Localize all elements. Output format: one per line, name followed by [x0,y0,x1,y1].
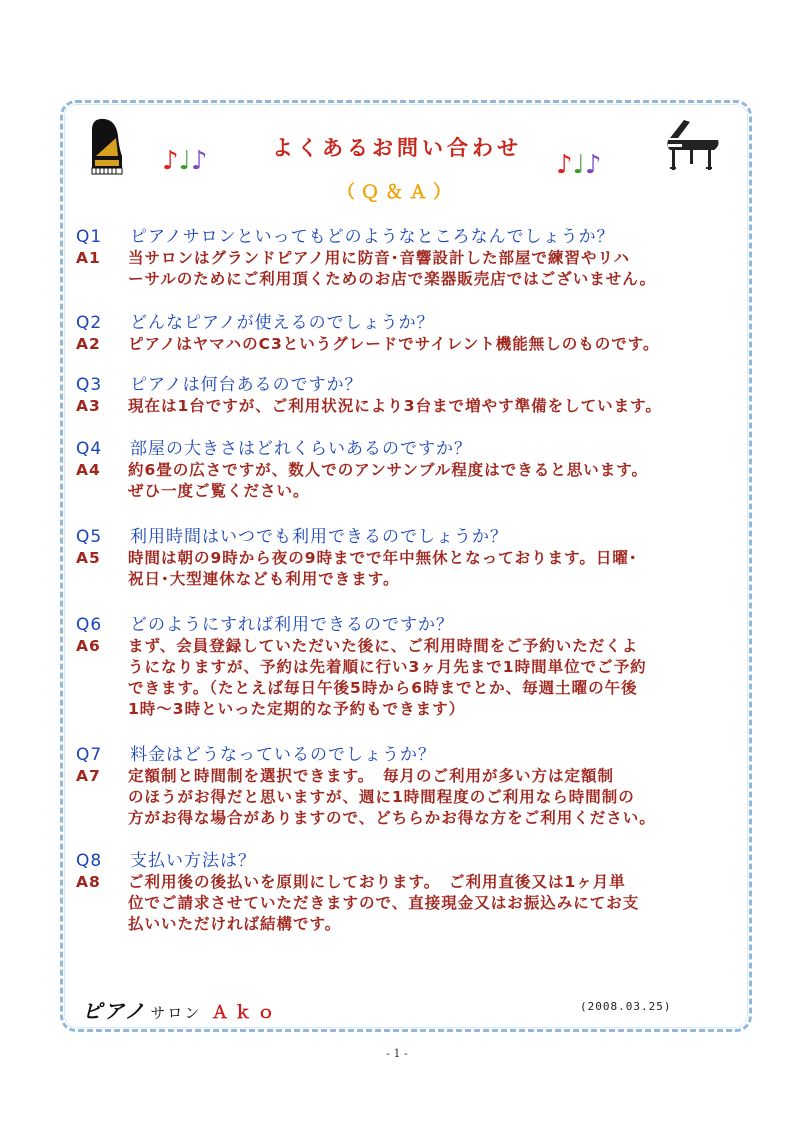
answer-line: 定額制と時間制を選択できます。 毎月のご利用が多い方は定額制 [128,767,615,785]
answer-line: まず、会員登録していただいた後に、ご利用時間をご予約いただくよ [128,637,639,655]
question-label: Q6 [76,615,103,635]
answer-line: 方がお得な場合がありますので、どちらかお得な方をご利用ください。 [128,809,656,827]
answer-7 [76,766,754,829]
music-note-icon: ♪ [162,146,179,176]
answer-line: 現在は1台ですが、ご利用状況により3台まで増やす準備をしています。 [128,397,662,415]
footer-brand [82,995,280,1024]
question-5 [76,526,754,548]
question-text: ピアノサロンといってもどのようなところなんでしょうか？ [130,227,615,247]
question-text: 料金はどうなっているのでしょうか？ [130,745,436,765]
question-6 [76,614,754,636]
answer-line: 約6畳の広さですが、数人でのアンサンブル程度はできると思います。 [128,461,649,479]
answer-line: のほうがお得だと思いますが、週に1時間程度のご利用なら時間制の [128,788,635,806]
answer-line: できます。（たとえば毎日午後5時から6時までとか、毎週土曜の午後 [128,679,638,697]
answer-3 [76,396,754,417]
music-note-icon: ♩ [572,150,585,180]
question-label: Q7 [76,745,103,765]
page-title: よくあるお問い合わせ [272,136,522,160]
answer-line: ぜひ一度ご覧ください。 [128,482,310,500]
answer-line: 時間は朝の9時から夜の9時までで年中無休となっております。日曜･ [128,549,638,567]
question-text: ピアノは何台あるのですか？ [130,375,363,395]
answer-line: 祝日･大型連休なども利用できます。 [128,570,400,588]
page-subtitle: （Ｑ＆Ａ） [337,182,457,203]
qa-item-8 [76,850,754,935]
question-3 [76,374,754,396]
answer-2 [76,334,754,355]
question-label: Q1 [76,227,103,247]
question-1 [76,226,754,248]
question-4 [76,438,754,460]
brand-name: Ａｋｏ [211,1003,281,1023]
qa-item-3 [76,374,754,417]
question-text: 利用時間はいつでも利用できるのでしょうか？ [130,527,508,547]
answer-line: うになりますが、予約は先着順に行い3ヶ月先まで1時間単位でご予約 [128,658,647,676]
qa-item-2 [76,312,754,355]
answer-5 [76,548,754,590]
answer-line: ご利用後の後払いを原則にしております。 ご利用直後又は1ヶ月単 [128,873,626,891]
answer-label: A7 [76,767,101,785]
answer-4 [76,460,754,502]
question-label: Q2 [76,313,103,333]
answer-label: A1 [76,249,101,267]
answer-label: A2 [76,335,101,353]
qa-item-1 [76,226,754,290]
answer-line: ピアノはヤマハのC3というグレードでサイレント機能無しのものです。 [128,335,660,353]
question-text: どんなピアノが使えるのでしょうか？ [130,313,435,333]
qa-item-6 [76,614,754,720]
answer-line: 当サロンはグランドピアノ用に防音･音響設計した部屋で練習やリハ [128,249,631,267]
answer-line: ーサルのためにご利用頂くためのお店で楽器販売店ではございません。 [128,270,657,288]
brand-salon: サロン [150,1004,202,1022]
question-text: 部屋の大きさはどれくらいあるのですか？ [130,439,472,459]
answer-6 [76,636,754,720]
question-text: どのようにすれば利用できるのですか？ [130,615,454,635]
answer-label: A8 [76,873,101,891]
question-7 [76,744,754,766]
answer-1 [76,248,754,290]
answer-label: A4 [76,461,101,479]
answer-label: A5 [76,549,101,567]
answer-line: 払いいただければ結構です。 [128,915,342,933]
question-label: Q4 [76,439,103,459]
music-note-icon: ♪ [190,146,208,176]
document-date: (2008.03.25) [580,1000,672,1013]
question-8 [76,850,754,872]
page-number: - 1 - [386,1047,408,1060]
question-label: Q5 [76,527,103,547]
question-2 [76,312,754,334]
answer-line: 1時～3時といった定期的な予約もできます） [128,700,466,718]
music-note-icon: ♪ [556,150,573,180]
answer-line: 位でご請求させていただきますので、直接現金又はお振込みにてお支 [128,894,640,912]
qa-item-4 [76,438,754,502]
qa-item-7 [76,744,754,829]
answer-label: A6 [76,637,101,655]
answer-label: A3 [76,397,101,415]
music-note-icon: ♪ [584,150,602,180]
brand-piano: ピアノ [82,999,147,1023]
qa-item-5 [76,526,754,590]
music-note-icon: ♩ [178,146,191,176]
question-label: Q8 [76,851,103,871]
answer-8 [76,872,754,935]
question-text: 支払い方法は？ [130,851,256,871]
question-label: Q3 [76,375,103,395]
